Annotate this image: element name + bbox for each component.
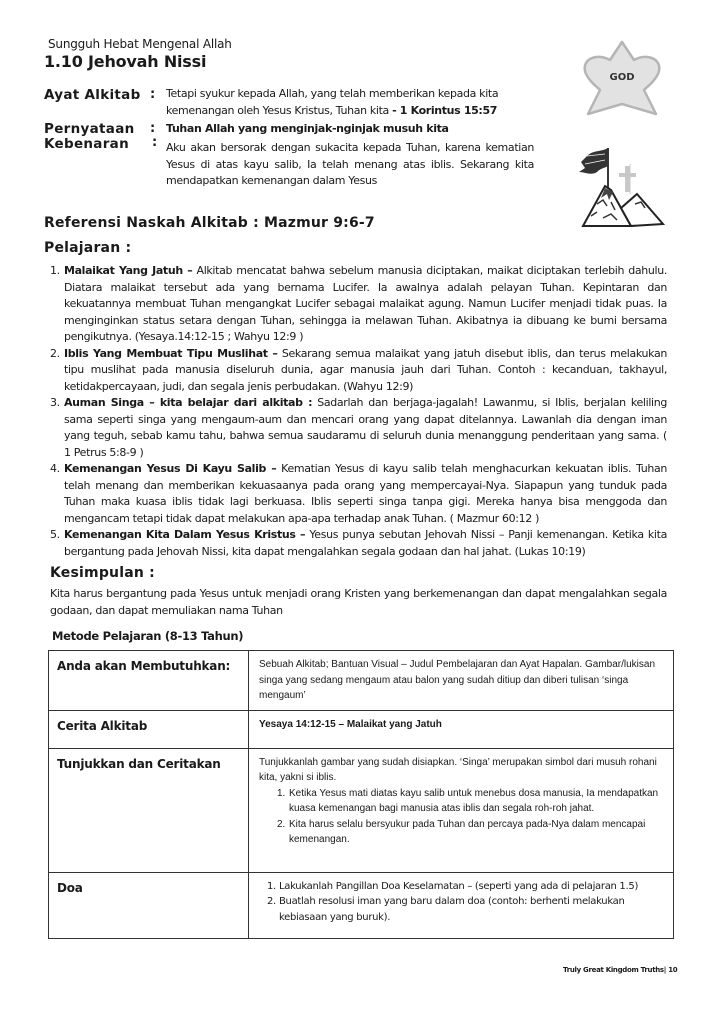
pelajaran-item xyxy=(50,395,667,461)
mountain-flag-icon xyxy=(575,142,675,234)
item-title: Iblis Yang Membuat Tipu Muslihat – xyxy=(64,346,278,360)
item-title: Kemenangan Yesus Di Kayu Salib – xyxy=(64,462,277,475)
pelajaran-item xyxy=(50,461,667,527)
item-title: Kemenangan Kita Dalam Yesus Kristus – xyxy=(64,528,306,541)
pelajaran-item xyxy=(50,346,667,396)
mountain-flag-illustration xyxy=(575,142,675,234)
kesimpulan-text: Kita harus bergantung pada Yesus untuk menjadi orang Kristen yang berkemenangan dan dapat mengalahkan segala godaan, dan dapat memuliakan nama Tuhan xyxy=(50,587,667,617)
sub-item-text: Ketika Yesus mati diatas kayu salib untuk menebus dosa manusia, Ia mendapatkan kuasa kemenangan bagi manusia atas iblis dan segala roh-roh jahat. xyxy=(289,787,659,814)
item-number: 5. xyxy=(50,528,60,541)
pernyataan-label-line1: Pernyataan xyxy=(44,121,135,137)
item-number: 4. xyxy=(50,462,60,475)
row-label: Doa xyxy=(49,872,249,938)
god-badge-illustration xyxy=(578,38,666,122)
item-text: Sadarlah dan berjaga-jagalah! Lawanmu, si Iblis, berjalan keliling sama seperti singa yang mengaum-aum dan mencari orang yang dapat ditelannya. Lawanlah dia dengan iman yang teguh, sebab kamu tahu, bahwa semua saudaramu di seluruh dunia menanggung penderitaan yang sama. ( 1 Petrus 5:8-9 ) xyxy=(64,396,668,459)
row-content xyxy=(249,748,674,872)
table-row xyxy=(49,651,674,711)
sub-item-number: 2. xyxy=(267,896,276,907)
pelajaran-heading: Pelajaran : xyxy=(44,240,132,256)
row-sub-list xyxy=(259,879,665,926)
row-content: Sebuah Alkitab; Bantuan Visual – Judul Pembelajaran dan Ayat Hapalan. Gambar/lukisan singa yang sedang mengaum atau balon yang sudah ditiup dan diberi tulisan ‘singa mengaum’ xyxy=(249,651,674,711)
item-text: Alkitab mencatat bahwa sebelum manusia diciptakan, maikat diciptakan terlebih dahulu. Diatara malaikat tersebut ada yang bernama Lucifer. Ia awalnya adalah pelayan Tuhan. Kepintaran dan kekuatannya membuat Tuhan mengangkat Lucifer sebagai malaikat agung. Namun Lucifer menjadi tidak puas. Ia menginginkan status setara dengan Tuhan, sehingga ia melawan Tuhan. Akibatnya ia dibuang ke bumi bersama pengikutnya. (Yesaya.14:12-15 ; Wahyu 12:9 ) xyxy=(64,264,667,343)
pernyataan-text: Aku akan bersorak dengan sukacita kepada Tuhan, karena kematian Yesus di atas kayu salib, Ia telah menang atas iblis. Sekarang kita mendapatkan kemenangan dalam Yesus xyxy=(166,141,534,187)
row-content xyxy=(249,872,674,938)
pelajaran-item xyxy=(50,263,667,346)
sub-item-number: 1. xyxy=(277,787,286,799)
ayat-colon: : xyxy=(150,87,156,102)
row-label: Tunjukkan dan Ceritakan xyxy=(49,748,249,872)
item-number: 3. xyxy=(50,396,60,409)
item-number: 2. xyxy=(50,346,60,360)
table-row xyxy=(49,710,674,748)
lesson-title: 1.10 Jehovah Nissi xyxy=(44,52,207,71)
sub-list-item xyxy=(267,894,665,925)
pelajaran-list xyxy=(50,263,667,560)
row-content: Yesaya 14:12-15 – Malaikat yang Jatuh xyxy=(249,710,674,748)
item-text: Yesus punya sebutan Jehovah Nissi – Panji kemenangan. Ketika kita bergantung pada Jehovah Nissi, kita dapat mengalahkan segala godaan dan hal jahat. (Lukas 10:19) xyxy=(64,528,667,558)
pernyataan-label-line2: Kebenaran xyxy=(44,136,129,152)
ayat-text xyxy=(166,86,546,119)
item-title: Auman Singa – kita belajar dari alkitab : xyxy=(64,396,313,409)
item-text: Kematian Yesus di kayu salib telah menghacurkan kekuatan iblis. Tuhan telah menang dan memberikan kekuasaanya pada orang yang mempercayai-Nya. Siapapun yang tunduk pada Tuhan maka kuasa iblis tidak lagi berkuasa. Iblis seperti singa tanpa gigi. Mereka hanya bisa menggoda dan mengancam tetapi tidak dapat melakukan apa-apa terhadap anak Tuhan. ( Mazmur 60:12 ) xyxy=(64,462,667,525)
row-intro: Tunjukkanlah gambar yang sudah disiapkan. ‘Singa’ merupakan simbol dari musuh rohani kita, yakni si iblis. xyxy=(259,756,657,783)
series-title: Sungguh Hebat Mengenal Allah xyxy=(48,37,232,51)
sub-list-item xyxy=(277,786,665,817)
pernyataan-colon-1: : xyxy=(150,121,156,136)
sub-item-text: Buatlah resolusi iman yang baru dalam doa (contoh: berhenti melakukan kebiasaan yang buruk). xyxy=(279,896,625,923)
item-title: Malaikat Yang Jatuh – xyxy=(64,264,193,277)
item-number: 1. xyxy=(50,264,60,277)
item-text: Sekarang semua malaikat yang jatuh disebut iblis, dan terus melakukan tipu muslihat pada manusia diseluruh dunia, agar manusia jauh dari Tuhan. Contoh : kecanduan, takhayul, ketidakpercayaan, judi, dan segala jenis perbudakan. (Wahyu 12:9) xyxy=(64,346,668,393)
sub-item-text: Lakukanlah Pangillan Doa Keselamatan – (seperti yang ada di pelajaran 1.5) xyxy=(279,880,639,892)
row-label: Cerita Alkitab xyxy=(49,710,249,748)
pernyataan-heading: Tuhan Allah yang menginjak-nginjak musuh kita xyxy=(166,122,449,135)
table-row xyxy=(49,748,674,872)
badge-text: GOD xyxy=(609,72,635,83)
sub-item-number: 2. xyxy=(277,818,286,830)
metode-table xyxy=(48,650,674,939)
pelajaran-item xyxy=(50,527,667,560)
row-label: Anda akan Membutuhkan: xyxy=(49,651,249,711)
sub-item-text: Kita harus selalu bersyukur pada Tuhan dan percaya pada-Nya dalam mencapai kemenangan. xyxy=(289,818,646,845)
table-row xyxy=(49,872,674,938)
row-sub-list xyxy=(259,786,665,848)
kesimpulan-heading: Kesimpulan : xyxy=(50,565,155,581)
metode-title: Metode Pelajaran (8-13 Tahun) xyxy=(52,629,244,643)
ayat-reference: - 1 Korintus 15:57 xyxy=(392,103,498,117)
pernyataan-colon-2: : xyxy=(152,135,158,150)
referensi-heading: Referensi Naskah Alkitab : Mazmur 9:6-7 xyxy=(44,215,375,231)
sub-list-item xyxy=(277,817,665,848)
sub-item-number: 1. xyxy=(267,880,276,892)
page-footer: Truly Great Kingdom Truths| 10 xyxy=(563,966,678,974)
sub-list-item xyxy=(267,879,665,895)
ayat-label: Ayat Alkitab xyxy=(44,87,141,103)
ayat-verse: Tetapi syukur kepada Allah, yang telah memberikan kepada kita kemenangan oleh Yesus Kristus, Tuhan kita xyxy=(166,87,499,117)
